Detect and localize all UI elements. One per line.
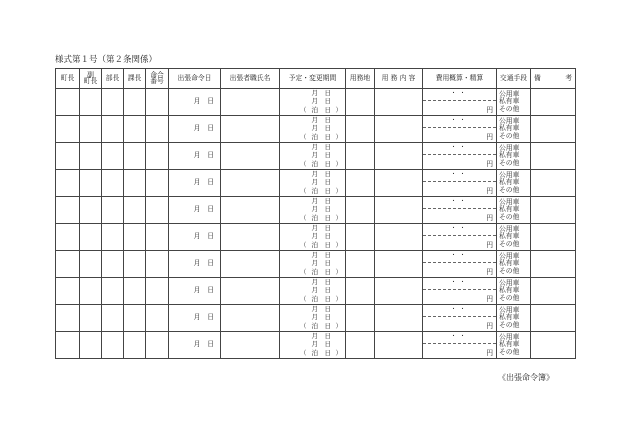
approval-deputy-mayor-cell [80, 251, 102, 278]
header-cost: 費用概算・精算 [423, 69, 497, 89]
cost-cell [423, 224, 497, 251]
order-number-cell [146, 197, 169, 224]
header-order-number-line1: 命合 [150, 70, 164, 79]
transport-cell [497, 278, 531, 305]
period-close-paren: ） [335, 105, 342, 114]
period-line-text: 月 日 [311, 97, 331, 106]
remarks-cell [531, 197, 576, 224]
transport-cell [497, 224, 531, 251]
header-section-head: 課長 [124, 69, 146, 89]
header-destination: 用務地 [346, 69, 375, 89]
period-line [280, 242, 345, 250]
traveler-cell [221, 89, 280, 116]
remarks-cell [531, 278, 576, 305]
remarks-cell [531, 251, 576, 278]
destination-cell [346, 89, 375, 116]
period-cell [280, 116, 346, 143]
approval-section-head-cell [124, 224, 146, 251]
approval-section-head-cell [124, 305, 146, 332]
business-cell [375, 224, 423, 251]
approval-section-head-cell [124, 89, 146, 116]
period-close-paren: ） [335, 348, 342, 357]
cost-estimate-dots: ・・ [450, 279, 469, 286]
period-line [280, 269, 345, 277]
header-transport: 交通手段 [497, 69, 531, 89]
approval-town-mayor-cell [56, 116, 80, 143]
transport-option: 私有車 [499, 178, 520, 187]
transport-cell [497, 251, 531, 278]
business-cell [375, 89, 423, 116]
table-body [56, 89, 576, 359]
cost-divider [423, 316, 496, 317]
header-deputy-mayor [80, 69, 102, 89]
order-number-cell [146, 251, 169, 278]
destination-cell [346, 170, 375, 197]
transport-option: 公用車 [499, 306, 520, 315]
period-cell [280, 143, 346, 170]
period-cell [280, 332, 346, 359]
period-line-text: 泊 日 [311, 348, 331, 357]
transport-option: 公用車 [499, 333, 520, 342]
business-cell [375, 116, 423, 143]
destination-cell [346, 143, 375, 170]
period-open-paren: （ [300, 240, 307, 249]
period-line [280, 323, 345, 331]
approval-department-head-cell [102, 332, 124, 359]
cost-divider [423, 289, 496, 290]
business-cell [375, 278, 423, 305]
approval-department-head-cell [102, 197, 124, 224]
period-line [280, 296, 345, 304]
transport-cell [497, 143, 531, 170]
travel-order-table [55, 68, 576, 359]
business-cell [375, 332, 423, 359]
period-open-paren: （ [300, 321, 307, 330]
approval-town-mayor-cell [56, 251, 80, 278]
approval-department-head-cell [102, 143, 124, 170]
approval-department-head-cell [102, 278, 124, 305]
transport-option: 私有車 [499, 97, 520, 106]
order-number-cell [146, 224, 169, 251]
header-order-date: 出張命令日 [169, 69, 221, 89]
business-cell [375, 143, 423, 170]
header-remarks-left: 備 [534, 73, 541, 82]
period-close-paren: ） [335, 186, 342, 195]
approval-deputy-mayor-cell [80, 197, 102, 224]
period-open-paren: （ [300, 213, 307, 222]
approval-deputy-mayor-cell [80, 332, 102, 359]
transport-option: その他 [499, 266, 520, 275]
approval-town-mayor-cell [56, 143, 80, 170]
traveler-cell [221, 332, 280, 359]
traveler-cell [221, 116, 280, 143]
order-date-text: 月 日 [193, 340, 214, 349]
approval-section-head-cell [124, 116, 146, 143]
table-row [56, 197, 576, 224]
approval-deputy-mayor-cell [80, 224, 102, 251]
period-line-text: 泊 日 [311, 294, 331, 303]
traveler-cell [221, 170, 280, 197]
approval-department-head-cell [102, 89, 124, 116]
transport-option: 公用車 [499, 279, 520, 288]
traveler-cell [221, 197, 280, 224]
header-order-number [146, 69, 169, 89]
cost-estimate-dots: ・・ [450, 333, 469, 340]
period-line-text: 泊 日 [311, 186, 331, 195]
table-row [56, 143, 576, 170]
cost-estimate-dots: ・・ [450, 225, 469, 232]
period-line-text: 月 日 [311, 305, 331, 313]
approval-department-head-cell [102, 170, 124, 197]
cost-cell [423, 197, 497, 224]
order-date-cell [169, 170, 221, 197]
cost-yen-label: 円 [486, 348, 493, 357]
cost-estimate-dots: ・・ [450, 306, 469, 313]
transport-option: その他 [499, 131, 520, 140]
header-order-number-line2: 番号 [150, 77, 164, 86]
cost-cell [423, 89, 497, 116]
approval-town-mayor-cell [56, 224, 80, 251]
period-line-text: 月 日 [311, 116, 331, 124]
period-line-text: 泊 日 [311, 105, 331, 114]
remarks-cell [531, 332, 576, 359]
order-number-cell [146, 89, 169, 116]
period-line-text: 月 日 [311, 124, 331, 133]
destination-cell [346, 305, 375, 332]
destination-cell [346, 278, 375, 305]
transport-option: その他 [499, 347, 520, 356]
transport-option: その他 [499, 320, 520, 329]
period-line-text: 泊 日 [311, 321, 331, 330]
period-line-text: 月 日 [311, 232, 331, 241]
business-cell [375, 170, 423, 197]
order-date-cell [169, 143, 221, 170]
destination-cell [346, 116, 375, 143]
header-deputy-mayor-line1: 副 [87, 70, 94, 79]
header-business: 用 務 内 容 [375, 69, 423, 89]
table-row [56, 251, 576, 278]
approval-section-head-cell [124, 170, 146, 197]
cost-cell [423, 170, 497, 197]
cost-yen-label: 円 [486, 240, 493, 249]
transport-cell [497, 332, 531, 359]
approval-town-mayor-cell [56, 197, 80, 224]
traveler-cell [221, 251, 280, 278]
period-cell [280, 278, 346, 305]
approval-deputy-mayor-cell [80, 305, 102, 332]
transport-cell [497, 170, 531, 197]
cost-estimate-dots: ・・ [450, 144, 469, 151]
period-line [280, 134, 345, 142]
transport-option: 公用車 [499, 171, 520, 180]
order-number-cell [146, 278, 169, 305]
order-number-cell [146, 332, 169, 359]
business-cell [375, 197, 423, 224]
cost-estimate-dots: ・・ [450, 117, 469, 124]
remarks-cell [531, 224, 576, 251]
order-date-text: 月 日 [193, 232, 214, 241]
period-line-text: 月 日 [311, 197, 331, 205]
approval-department-head-cell [102, 251, 124, 278]
approval-section-head-cell [124, 197, 146, 224]
cost-divider [423, 208, 496, 209]
table-row [56, 116, 576, 143]
header-town-mayor: 町長 [56, 69, 80, 89]
order-date-text: 月 日 [193, 205, 214, 214]
order-date-cell [169, 197, 221, 224]
period-line [280, 188, 345, 196]
approval-section-head-cell [124, 251, 146, 278]
approval-town-mayor-cell [56, 89, 80, 116]
approval-section-head-cell [124, 332, 146, 359]
transport-option: 私有車 [499, 151, 520, 160]
period-line-text: 月 日 [311, 170, 331, 178]
cost-cell [423, 305, 497, 332]
period-cell [280, 305, 346, 332]
cost-estimate-dots: ・・ [450, 198, 469, 205]
period-line-text: 月 日 [311, 259, 331, 268]
traveler-cell [221, 305, 280, 332]
transport-option: 公用車 [499, 117, 520, 126]
cost-yen-label: 円 [486, 159, 493, 168]
period-line-text: 月 日 [311, 224, 331, 232]
form-label: 様式第１号（第２条関係） [55, 55, 158, 65]
header-row [56, 69, 576, 89]
period-line [280, 215, 345, 223]
traveler-cell [221, 143, 280, 170]
period-line-text: 月 日 [311, 143, 331, 151]
destination-cell [346, 251, 375, 278]
approval-town-mayor-cell [56, 170, 80, 197]
approval-town-mayor-cell [56, 332, 80, 359]
destination-cell [346, 224, 375, 251]
period-open-paren: （ [300, 294, 307, 303]
header-traveler: 出張者職氏名 [221, 69, 280, 89]
cost-divider [423, 235, 496, 236]
period-open-paren: （ [300, 105, 307, 114]
cost-yen-label: 円 [486, 186, 493, 195]
order-date-cell [169, 116, 221, 143]
transport-option: 私有車 [499, 340, 520, 349]
remarks-cell [531, 170, 576, 197]
approval-department-head-cell [102, 305, 124, 332]
cost-divider [423, 127, 496, 128]
period-line-text: 泊 日 [311, 240, 331, 249]
transport-option: その他 [499, 212, 520, 221]
cost-divider [423, 343, 496, 344]
remarks-cell [531, 305, 576, 332]
approval-section-head-cell [124, 143, 146, 170]
order-number-cell [146, 305, 169, 332]
cost-estimate-dots: ・・ [450, 252, 469, 259]
order-number-cell [146, 170, 169, 197]
cost-divider [423, 100, 496, 101]
order-number-cell [146, 143, 169, 170]
destination-cell [346, 197, 375, 224]
period-close-paren: ） [335, 240, 342, 249]
period-line-text: 泊 日 [311, 267, 331, 276]
cost-yen-label: 円 [486, 105, 493, 114]
transport-option: 私有車 [499, 259, 520, 268]
transport-option: 私有車 [499, 124, 520, 133]
order-date-cell [169, 224, 221, 251]
approval-department-head-cell [102, 116, 124, 143]
transport-cell [497, 197, 531, 224]
period-cell [280, 89, 346, 116]
remarks-cell [531, 143, 576, 170]
transport-option: その他 [499, 239, 520, 248]
period-line [280, 350, 345, 358]
approval-deputy-mayor-cell [80, 89, 102, 116]
period-line-text: 月 日 [311, 251, 331, 259]
order-date-cell [169, 89, 221, 116]
order-number-cell [146, 116, 169, 143]
footer-title: 《出張命令簿》 [498, 373, 554, 382]
period-line-text: 泊 日 [311, 213, 331, 222]
order-date-text: 月 日 [193, 313, 214, 322]
order-date-text: 月 日 [193, 97, 214, 106]
remarks-cell [531, 89, 576, 116]
business-cell [375, 251, 423, 278]
period-line-text: 月 日 [311, 313, 331, 322]
order-date-text: 月 日 [193, 259, 214, 268]
period-open-paren: （ [300, 348, 307, 357]
period-close-paren: ） [335, 213, 342, 222]
order-date-cell [169, 305, 221, 332]
approval-deputy-mayor-cell [80, 278, 102, 305]
order-date-text: 月 日 [193, 124, 214, 133]
cost-yen-label: 円 [486, 132, 493, 141]
transport-option: 私有車 [499, 205, 520, 214]
header-period: 予定・変更期間 [280, 69, 346, 89]
transport-option: 公用車 [499, 252, 520, 261]
cost-cell [423, 278, 497, 305]
transport-option: 公用車 [499, 198, 520, 207]
period-line-text: 月 日 [311, 178, 331, 187]
approval-department-head-cell [102, 224, 124, 251]
period-cell [280, 224, 346, 251]
cost-yen-label: 円 [486, 213, 493, 222]
period-close-paren: ） [335, 294, 342, 303]
transport-cell [497, 116, 531, 143]
approval-deputy-mayor-cell [80, 170, 102, 197]
order-date-text: 月 日 [193, 286, 214, 295]
cost-divider [423, 154, 496, 155]
transport-option: 私有車 [499, 313, 520, 322]
period-line [280, 107, 345, 115]
traveler-cell [221, 278, 280, 305]
header-remarks [531, 69, 576, 89]
remarks-cell [531, 116, 576, 143]
business-cell [375, 305, 423, 332]
table-row [56, 170, 576, 197]
cost-divider [423, 181, 496, 182]
period-open-paren: （ [300, 267, 307, 276]
cost-yen-label: 円 [486, 294, 493, 303]
header-remarks-right: 考 [565, 73, 572, 82]
period-line [280, 161, 345, 169]
period-close-paren: ） [335, 321, 342, 330]
approval-deputy-mayor-cell [80, 143, 102, 170]
header-deputy-mayor-line2: 町長 [83, 77, 98, 86]
transport-option: その他 [499, 185, 520, 194]
destination-cell [346, 332, 375, 359]
period-line-text: 月 日 [311, 151, 331, 160]
cost-cell [423, 143, 497, 170]
table-row [56, 332, 576, 359]
order-date-text: 月 日 [193, 178, 214, 187]
transport-cell [497, 89, 531, 116]
transport-option: 公用車 [499, 225, 520, 234]
cost-estimate-dots: ・・ [450, 171, 469, 178]
header-department-head: 部長 [102, 69, 124, 89]
period-close-paren: ） [335, 267, 342, 276]
period-close-paren: ） [335, 132, 342, 141]
table-row [56, 278, 576, 305]
period-line-text: 泊 日 [311, 132, 331, 141]
order-date-cell [169, 332, 221, 359]
transport-cell [497, 305, 531, 332]
period-line-text: 月 日 [311, 89, 331, 97]
transport-option: その他 [499, 293, 520, 302]
cost-yen-label: 円 [486, 321, 493, 330]
cost-cell [423, 116, 497, 143]
transport-option: 私有車 [499, 286, 520, 295]
transport-option: その他 [499, 158, 520, 167]
period-line-text: 泊 日 [311, 159, 331, 168]
approval-section-head-cell [124, 278, 146, 305]
approval-town-mayor-cell [56, 278, 80, 305]
transport-option: 私有車 [499, 232, 520, 241]
table-row [56, 305, 576, 332]
period-cell [280, 251, 346, 278]
period-cell [280, 197, 346, 224]
order-date-text: 月 日 [193, 151, 214, 160]
table-row [56, 89, 576, 116]
period-open-paren: （ [300, 132, 307, 141]
transport-option: 公用車 [499, 90, 520, 99]
cost-cell [423, 251, 497, 278]
order-date-cell [169, 278, 221, 305]
order-date-cell [169, 251, 221, 278]
period-close-paren: ） [335, 159, 342, 168]
cost-estimate-dots: ・・ [450, 90, 469, 97]
cost-cell [423, 332, 497, 359]
traveler-cell [221, 224, 280, 251]
period-open-paren: （ [300, 159, 307, 168]
period-line-text: 月 日 [311, 332, 331, 340]
period-line-text: 月 日 [311, 205, 331, 214]
period-line-text: 月 日 [311, 286, 331, 295]
transport-option: 公用車 [499, 144, 520, 153]
table-row [56, 224, 576, 251]
period-line-text: 月 日 [311, 340, 331, 349]
approval-deputy-mayor-cell [80, 116, 102, 143]
period-cell [280, 170, 346, 197]
cost-yen-label: 円 [486, 267, 493, 276]
approval-town-mayor-cell [56, 305, 80, 332]
period-open-paren: （ [300, 186, 307, 195]
period-line-text: 月 日 [311, 278, 331, 286]
transport-option: その他 [499, 104, 520, 113]
cost-divider [423, 262, 496, 263]
